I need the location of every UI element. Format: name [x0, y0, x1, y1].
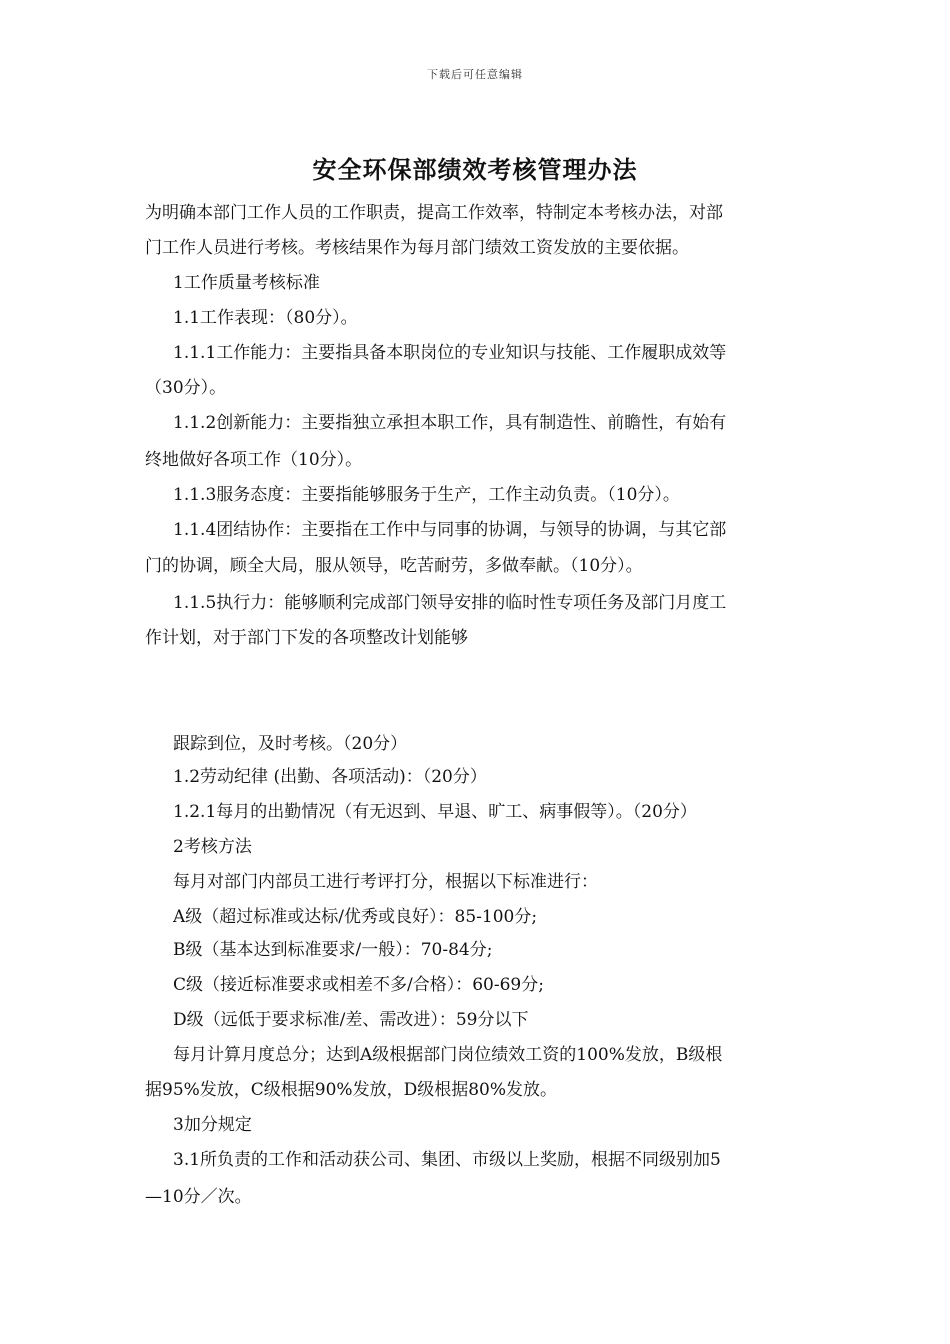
paragraph-line: 终地做好各项工作（10分）。 — [145, 450, 363, 470]
document-title: 安全环保部绩效考核管理办法 — [312, 155, 638, 184]
paragraph-line: 1.1.4团结协作：主要指在工作中与同事的协调，与领导的协调，与其它部 — [173, 520, 727, 540]
paragraph-line: 3.1所负责的工作和活动获公司、集团、市级以上奖励，根据不同级别加5 — [173, 1150, 721, 1170]
paragraph-line: 1.1.3服务态度：主要指能够服务于生产，工作主动负责。（10分）。 — [173, 485, 680, 505]
section-heading: 2考核方法 — [173, 837, 252, 857]
paragraph-line: 1.1.2创新能力：主要指独立承担本职工作，具有制造性、前瞻性，有始有 — [173, 413, 727, 433]
paragraph-line: 1.1.5执行力：能够顺利完成部门领导安排的临时性专项任务及部门月度工 — [173, 593, 727, 613]
paragraph-line: 1.1.1工作能力：主要指具备本职岗位的专业知识与技能、工作履职成效等 — [173, 343, 727, 363]
grade-line-d: D级（远低于要求标准/差、需改进）：59分以下 — [173, 1010, 529, 1030]
paragraph-line: 门工作人员进行考核。考核结果作为每月部门绩效工资发放的主要依据。 — [145, 238, 689, 258]
subsection-heading: 1.2劳动纪律 (出勤、各项活动)：（20分） — [173, 767, 487, 787]
grade-line-b: B级（基本达到标准要求/一般）：70-84分; — [173, 940, 493, 960]
section-heading: 3加分规定 — [173, 1115, 252, 1135]
paragraph-line: 每月计算月度总分；达到A级根据部门岗位绩效工资的100%发放，B级根 — [173, 1045, 723, 1065]
paragraph-line: 门的协调，顾全大局，服从领导，吃苦耐劳，多做奉献。（10分）。 — [145, 556, 643, 576]
subsection-heading: 1.1工作表现：（80分）。 — [173, 308, 358, 328]
paragraph-line: （30分）。 — [145, 378, 227, 398]
paragraph-line: 跟踪到位，及时考核。（20分） — [173, 734, 408, 754]
paragraph-line: 1.2.1每月的出勤情况（有无迟到、早退、旷工、病事假等）。（20分） — [173, 802, 697, 822]
paragraph-line: 为明确本部门工作人员的工作职责，提高工作效率，特制定本考核办法，对部 — [145, 203, 723, 223]
paragraph-line: 作计划，对于部门下发的各项整改计划能够 — [145, 628, 468, 648]
paragraph-line: 据95%发放，C级根据90%发放，D级根据80%发放。 — [145, 1080, 557, 1100]
header-note: 下载后可任意编辑 — [427, 68, 523, 81]
paragraph-line: —10分／次。 — [145, 1187, 252, 1207]
grade-line-a: A级（超过标准或达标/优秀或良好）：85-100分; — [173, 907, 538, 927]
section-heading: 1工作质量考核标准 — [173, 273, 320, 293]
paragraph-line: 每月对部门内部员工进行考评打分，根据以下标准进行： — [173, 872, 598, 892]
grade-line-c: C级（接近标准要求或相差不多/合格）：60-69分; — [173, 975, 544, 995]
